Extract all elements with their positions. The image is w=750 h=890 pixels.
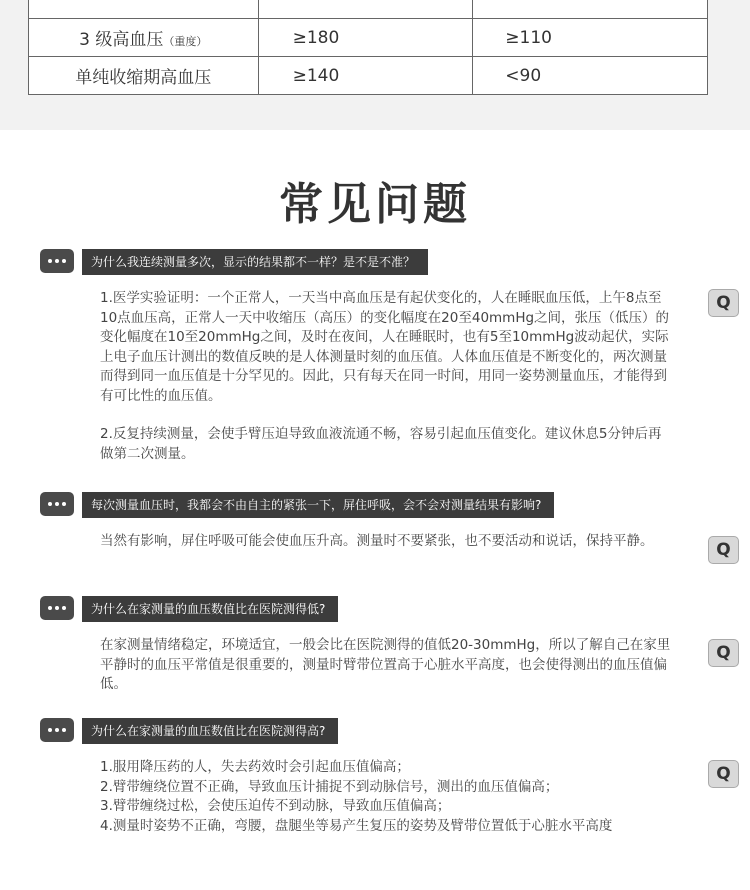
question-q-icon: Q [708, 289, 739, 317]
faq-title: 常见问题 [279, 179, 471, 230]
blood-pressure-table-section [0, 0, 750, 130]
answer-paragraph: 1.医学实验证明：一个正常人，一天当中高血压是有起伏变化的，人在睡眠血压低，上午8点至10点血压高，正常人一天中收缩压（高压）的变化幅度在20至40mmHg之间，张压（低压）的变化幅度在10至20mmHg之间，及时在夜间，人在睡眠时，也有5至10mmHg波动起伏，实际上电子血压计测出的数值反映的是人体测量时刻的血压值。人体血压值是不断变化的，两次测量而得到同一血压值是十分罕见的。因此，只有每天在同一时间，用同一姿势测量血压，才能得到有可比性的血压值。 [100, 290, 670, 404]
table-cell-diastolic [473, 0, 708, 19]
table-cell-diastolic: ≥110 [473, 19, 708, 57]
answer-line: 3.臂带缠绕过松，会使压迫传不到动脉，导致血压值偏高； [100, 798, 451, 814]
table-cell-systolic: ≥180 [258, 19, 473, 57]
table-cell-diastolic: <90 [473, 57, 708, 95]
answer-paragraph: 当然有影响，屏住呼吸可能会使血压升高。测量时不要紧张，也不要活动和说话，保持平静。 [100, 533, 654, 549]
chat-bubble-icon [40, 249, 74, 273]
question-q-icon: Q [708, 536, 739, 564]
table-cell-category: 单纯收缩期高血压 [29, 57, 259, 95]
answer-paragraph: 在家测量情绪稳定，环境适宜，一般会比在医院测得的值低20-30mmHg，所以了解自己在家里平静时的血压平常值是很重要的，测量时臂带位置高于心脏水平高度，也会使得测出的血压值偏低。 [100, 637, 671, 692]
faq-question: 为什么我连续测量多次，显示的结果都不一样？是不是不准？ [82, 249, 427, 275]
faq-question: 为什么在家测量的血压数值比在医院测得高? [82, 718, 337, 744]
table-row [29, 57, 708, 95]
table-cell-systolic: ≥140 [258, 57, 473, 95]
faq-answer [100, 758, 672, 836]
answer-paragraph: 2.反复持续测量，会使手臂压迫导致血液流通不畅，容易引起血压值变化。建议休息5分钟后再做第二次测量。 [100, 426, 662, 462]
table-cell-systolic [258, 0, 473, 19]
category-label: 3 级高血压 [79, 30, 164, 50]
chat-bubble-icon [40, 718, 74, 742]
table-cell-category [29, 0, 259, 19]
table-row [29, 0, 708, 19]
faq-answer [100, 532, 672, 552]
answer-line: 2.臂带缠绕位置不正确，导致血压计捕捉不到动脉信号，测出的血压值偏高； [100, 778, 559, 795]
faq-answer [100, 636, 672, 695]
answer-line: 4.测量时姿势不正确，弯腰，盘腿坐等易产生复压的姿势及臂带位置低于心脏水平高度 [100, 817, 613, 834]
question-q-icon: Q [708, 760, 739, 788]
question-q-icon: Q [708, 639, 739, 667]
category-note: （重度） [163, 35, 208, 48]
answer-line: 1.服用降压药的人，失去药效时会引起血压值偏高； [100, 759, 410, 775]
faq-question: 每次测量血压时，我都会不由自主的紧张一下，屏住呼吸，会不会对测量结果有影响? [82, 492, 553, 518]
chat-bubble-icon [40, 492, 74, 516]
faq-answer [100, 289, 672, 464]
table-cell-category [29, 19, 259, 57]
table-row [29, 19, 708, 57]
blood-pressure-table [28, 0, 708, 95]
faq-question: 为什么在家测量的血压数值比在医院测得低? [82, 596, 337, 622]
chat-bubble-icon [40, 596, 74, 620]
